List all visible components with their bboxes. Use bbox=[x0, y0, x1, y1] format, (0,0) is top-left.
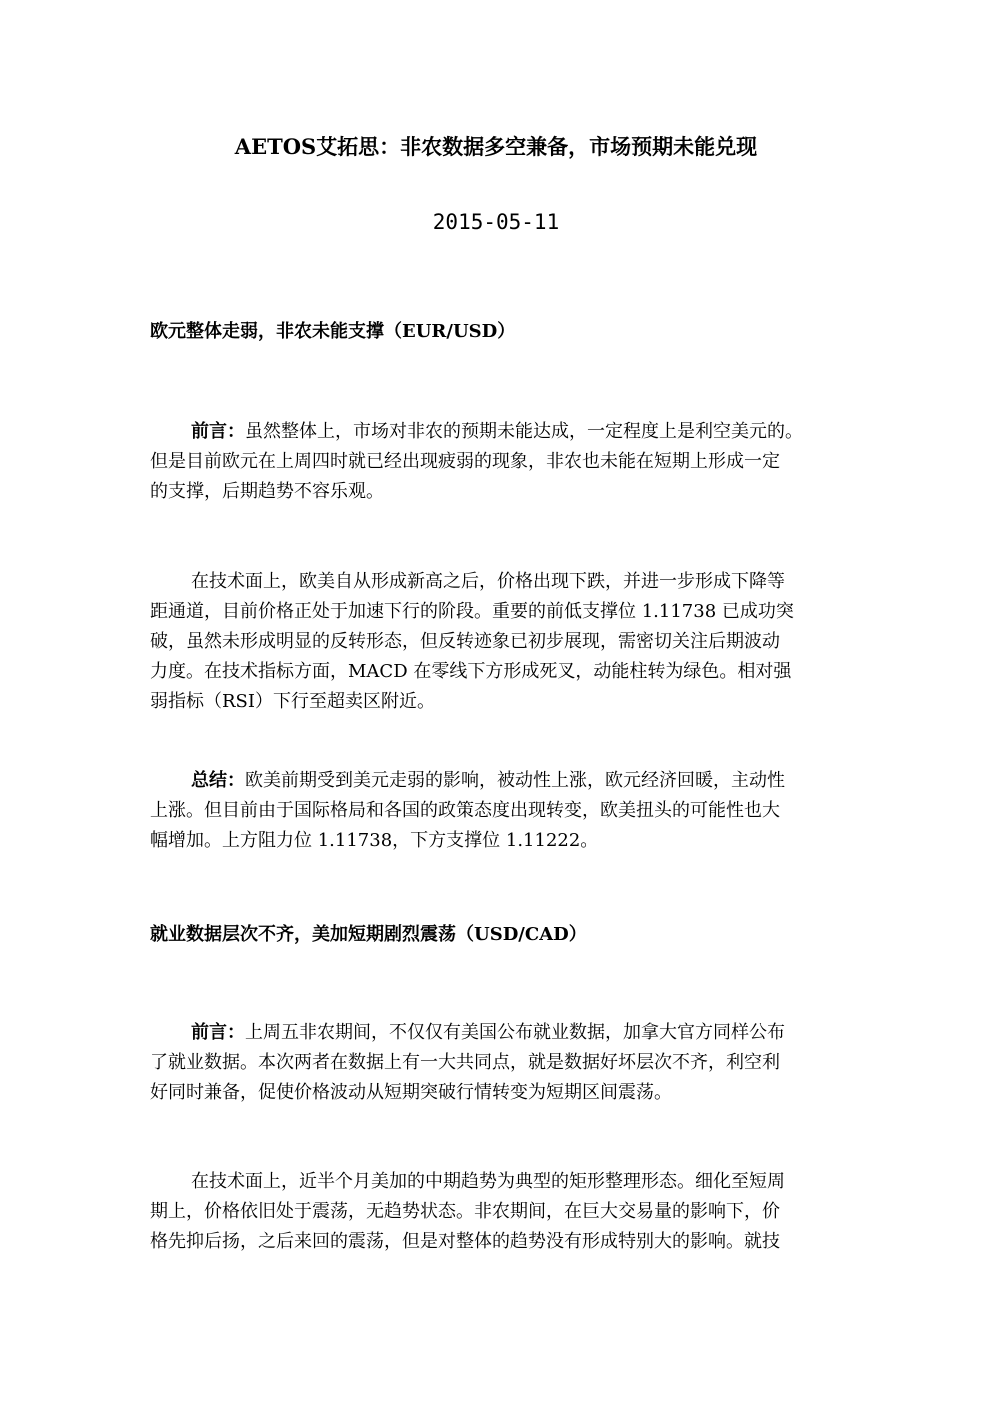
technical-line: 格先抑后扬，之后来回的震荡，但是对整体的趋势没有形成特别大的影响。就技 bbox=[150, 1231, 780, 1252]
preface-label: 前言： bbox=[191, 1022, 245, 1043]
eur-usd-preface bbox=[150, 417, 842, 507]
section-heading-eur-usd: 欧元整体走弱，非农未能支撑（EUR/USD） bbox=[150, 321, 516, 342]
technical-line: 破，虽然未形成明显的反转形态，但反转迹象已初步展现，需密切关注后期波动 bbox=[150, 631, 780, 652]
document-date: 2015-05-11 bbox=[432, 210, 560, 234]
technical-line: 在技术面上，欧美自从形成新高之后，价格出现下跌，并进一步形成下降等 bbox=[191, 571, 785, 592]
preface-line: 前言：虽然整体上，市场对非农的预期未能达成，一定程度上是利空美元的。 bbox=[191, 421, 803, 442]
eur-usd-technical bbox=[150, 567, 842, 717]
usd-cad-preface bbox=[150, 1018, 842, 1108]
eur-usd-summary bbox=[150, 766, 842, 856]
preface-line: 的支撑，后期趋势不容乐观。 bbox=[150, 481, 384, 502]
summary-line: 幅增加。上方阻力位 1.11738，下方支撑位 1.11222。 bbox=[150, 830, 599, 851]
preface-label: 前言： bbox=[191, 421, 245, 442]
summary-label: 总结： bbox=[191, 770, 245, 791]
section-heading-usd-cad: 就业数据层次不齐，美加短期剧烈震荡（USD/CAD） bbox=[150, 924, 587, 945]
preface-line: 了就业数据。本次两者在数据上有一大共同点，就是数据好坏层次不齐，利空利 bbox=[150, 1052, 780, 1073]
technical-line: 力度。在技术指标方面，MACD 在零线下方形成死叉，动能柱转为绿色。相对强 bbox=[150, 661, 792, 682]
summary-line: 总结：欧美前期受到美元走弱的影响，被动性上涨，欧元经济回暖，主动性 bbox=[191, 770, 785, 791]
preface-line: 前言：上周五非农期间，不仅仅有美国公布就业数据，加拿大官方同样公布 bbox=[191, 1022, 785, 1043]
usd-cad-technical bbox=[150, 1167, 842, 1257]
technical-line: 在技术面上，近半个月美加的中期趋势为典型的矩形整理形态。细化至短周 bbox=[191, 1171, 785, 1192]
technical-line: 距通道，目前价格正处于加速下行的阶段。重要的前低支撑位 1.11738 已成功突 bbox=[150, 601, 794, 622]
document-title: AETOS艾拓思：非农数据多空兼备，市场预期未能兑现 bbox=[234, 134, 758, 159]
preface-line: 好同时兼备，促使价格波动从短期突破行情转变为短期区间震荡。 bbox=[150, 1082, 672, 1103]
technical-line: 弱指标（RSI）下行至超卖区附近。 bbox=[150, 691, 435, 712]
summary-line: 上涨。但目前由于国际格局和各国的政策态度出现转变，欧美扭头的可能性也大 bbox=[150, 800, 780, 821]
technical-line: 期上，价格依旧处于震荡，无趋势状态。非农期间，在巨大交易量的影响下，价 bbox=[150, 1201, 780, 1222]
preface-line: 但是目前欧元在上周四时就已经出现疲弱的现象，非农也未能在短期上形成一定 bbox=[150, 451, 780, 472]
